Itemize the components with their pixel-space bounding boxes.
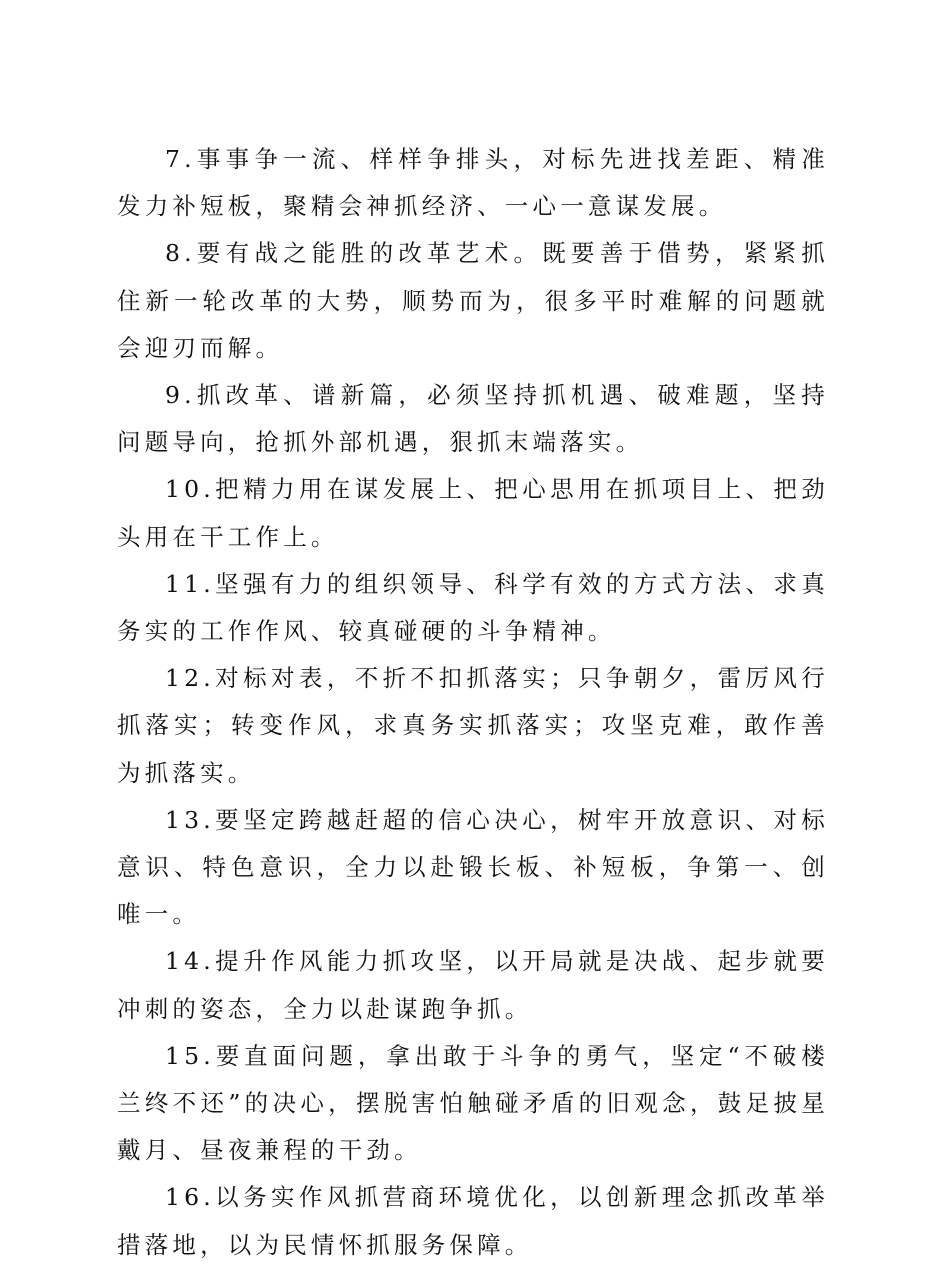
paragraph-15: 15.要直面问题，拿出敢于斗争的勇气，坚定“不破楼兰终不还”的决心，摆脱害怕触碰矛盾的旧观念，鼓足披星戴月、昼夜兼程的干劲。 — [117, 1041, 829, 1165]
paragraph-8: 8.要有战之能胜的改革艺术。既要善于借势，紧紧抓住新一轮改革的大势，顺势而为，很多平时难解的问题就会迎刃而解。 — [117, 239, 829, 362]
paragraph-11: 11.坚强有力的组织领导、科学有效的方式方法、求真务实的工作作风、较真碰硬的斗争精神。 — [117, 569, 829, 646]
paragraph-12: 12.对标对表，不折不扣抓落实；只争朝夕，雷厉风行抓落实；转变作风，求真务实抓落实；攻坚克难，敢作善为抓落实。 — [117, 664, 829, 787]
document-body — [117, 136, 829, 1269]
paragraph-7: 7.事事争一流、样样争排头，对标先进找差距、精准发力补短板，聚精会神抓经济、一心一意谋发展。 — [117, 145, 829, 221]
paragraph-9: 9.抓改革、谱新篇，必须坚持抓机遇、破难题，坚持问题导向，抢抓外部机遇，狠抓末端落实。 — [117, 381, 829, 457]
paragraph-10: 10.把精力用在谋发展上、把心思用在抓项目上、把劲头用在干工作上。 — [117, 475, 829, 551]
paragraph-16: 16.以务实作风抓营商环境优化，以创新理念抓改革举措落地，以为民情怀抓服务保障。 — [117, 1183, 829, 1259]
paragraph-14: 14.提升作风能力抓攻坚，以开局就是决战、起步就要冲刺的姿态，全力以赴谋跑争抓。 — [117, 947, 829, 1023]
paragraph-13: 13.要坚定跨越赶超的信心决心，树牢开放意识、对标意识、特色意识，全力以赴锻长板、补短板，争第一、创唯一。 — [117, 805, 829, 929]
